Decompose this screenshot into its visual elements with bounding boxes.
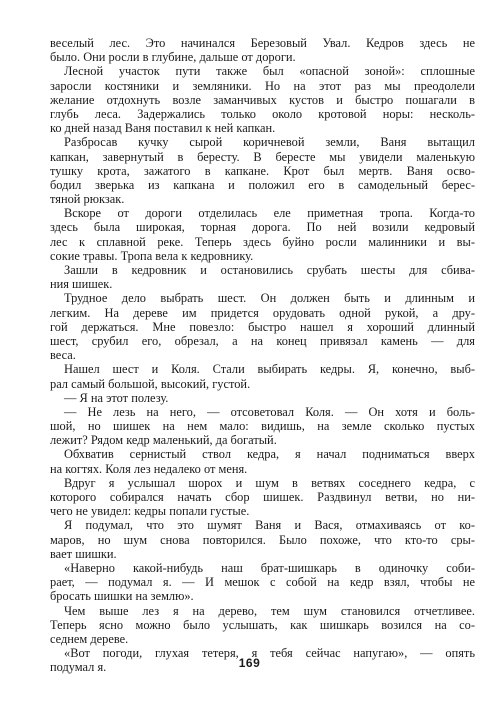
text-line: «Вот погоди, глухая тетеря, я тебя сейчас напугаю», — опять: [64, 646, 475, 661]
text-line: «Наверно какой-нибудь наш брат-шишкарь в одиночку соби-: [64, 560, 475, 575]
text-line: желание отдохнуть возле заманчивых кустов и быстро пошагали в: [50, 92, 475, 107]
text-line: Разбросав кучку сырой коричневой земли, Ваня вытащил: [64, 135, 475, 150]
text-line: глубь леса. Задержались только около кротовой норы: несколь-: [50, 106, 475, 121]
text-line: лес к сплавной реке. Теперь здесь буйно росли малинники и вы-: [50, 234, 475, 249]
text-line: тушку крота, зажатого в капкане. Крот был мертв. Ваня осво-: [50, 163, 475, 178]
text-line: ния шишек.: [50, 277, 113, 292]
text-line: гой держаться. Мне повезло: быстро нашел я хороший длинный: [50, 319, 475, 334]
text-line: Чем выше лез я на дерево, тем шум становился отчетливее.: [64, 603, 475, 618]
text-line: которого собирался начать сбор шишек. Раздвинул ветви, но ни-: [50, 490, 475, 504]
text-line: заросли костяники и земляники. Но на этот раз мы преодолели: [50, 78, 475, 93]
text-line: лежит? Рядом кедр маленький, да богатый.: [50, 433, 277, 448]
text-line: подумал я.: [50, 660, 107, 675]
text-line: ко дней назад Ваня поставил к ней капкан.: [50, 121, 276, 136]
text-line: капкан, завернутый в бересту. В бересте мы увидели маленькую: [50, 149, 475, 164]
text-line: веса.: [50, 348, 76, 363]
text-line: здесь была широкая, торная дорога. По ней возили кедровый: [50, 220, 475, 235]
text-line: было. Они росли в глубине, дальше от дороги.: [50, 50, 296, 65]
text-line: тяной рюкзак.: [50, 192, 125, 207]
text-line: бросать шишки на землю».: [50, 589, 194, 604]
text-line: — Я на этот полезу.: [64, 390, 169, 405]
page-text: [50, 36, 475, 674]
text-line: Нашел шест и Коля. Стали выбирать кедры. Я, конечно, выб-: [64, 362, 475, 377]
text-line: Зашли в кедровник и остановились срубать шесты для сбива-: [64, 263, 475, 277]
text-line: Вскоре от дороги отделилась еле приметная тропа. Когда-то: [64, 206, 475, 221]
text-line: Теперь ясно можно было услышать, как шишкарь возился на со-: [50, 617, 475, 632]
text-line: сокие травы. Тропа вела к кедровнику.: [50, 248, 254, 263]
text-line: легким. На дереве им придется орудовать одной рукой, а дру-: [50, 305, 475, 320]
text-line: шест, срубил его, обрезал, а на конец привязал камень — для: [50, 333, 475, 348]
page-number: 169: [238, 656, 261, 670]
text-line: чего не увидел: кедры попали густые.: [50, 504, 250, 519]
text-line: Вдруг я услышал шорох и шум в ветвях соседнего кедра, с: [64, 475, 475, 490]
text-line: вает шишки.: [50, 546, 117, 561]
text-line: Я подумал, что это шумят Ваня и Вася, отмахиваясь от ко-: [64, 518, 475, 533]
text-line: бодил зверька из капкана и положил его в самодельный берес-: [50, 177, 475, 192]
text-line: Лесной участок пути также был «опасной зоной»: сплошные: [64, 64, 475, 79]
text-line: на когтях. Коля лез недалеко от меня.: [50, 461, 248, 476]
text-line: рал самый большой, высокий, густой.: [50, 376, 251, 391]
text-line: веселый лес. Это начинался Березовый Увал. Кедров здесь не: [50, 36, 475, 50]
text-line: — Не лезь на него, — отсоветовал Коля. — Он хотя и боль-: [64, 404, 475, 419]
text-line: Обхватив сернистый ствол кедра, я начал подниматься вверх: [64, 447, 475, 462]
text-line: маров, но шум снова повторился. Было похоже, что кто-то сры-: [50, 532, 475, 547]
text-line: рает, — подумал я. — И мешок с собой на кедр взял, чтобы не: [50, 575, 475, 590]
text-line: шой, но шишек на нем мало: видишь, на земле сколько пустых: [50, 419, 475, 434]
text-line: Трудное дело выбрать шест. Он должен быть и длинным и: [64, 291, 475, 306]
text-line: седнем дереве.: [50, 631, 129, 646]
